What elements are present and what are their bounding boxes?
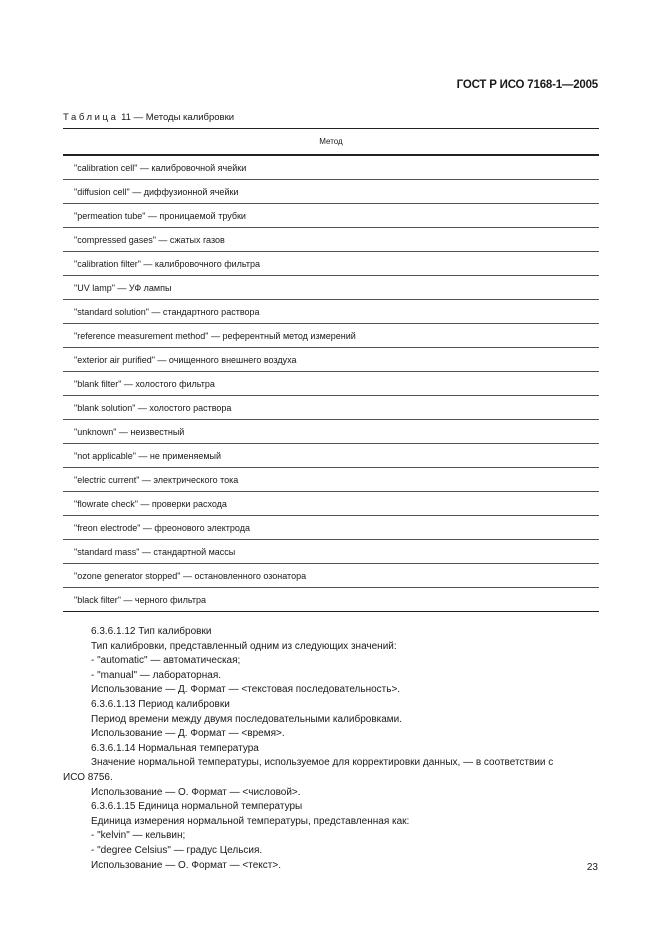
table-cell: "not applicable" — не применяемый [63, 444, 599, 468]
table-row [63, 228, 599, 252]
body-text [63, 625, 603, 873]
section-heading-6-3-6-1-12: 6.3.6.1.12 Тип калибровки [91, 626, 212, 637]
table-cell: "calibration filter" — калибровочного фильтра [63, 252, 599, 276]
table-row [63, 348, 599, 372]
table-row [63, 180, 599, 204]
table-row [63, 468, 599, 492]
table-row [63, 300, 599, 324]
table-row [63, 396, 599, 420]
table-header-row [63, 129, 599, 156]
table-caption-label: Таблица [63, 112, 119, 123]
table-cell: "UV lamp" — УФ лампы [63, 276, 599, 300]
paragraph-continuation: ИСО 8756. [63, 771, 113, 783]
table-cell: "exterior air purified" — очищенного внешнего воздуха [63, 348, 599, 372]
table-row [63, 492, 599, 516]
table-cell: "standard mass" — стандартной массы [63, 540, 599, 564]
section-heading-6-3-6-1-15: 6.3.6.1.15 Единица нормальной температуры [91, 801, 303, 813]
table-row [63, 516, 599, 540]
table-row [63, 540, 599, 564]
table-cell: "compressed gases" — сжатых газов [63, 228, 599, 252]
table-cell: "permeation tube" — проницаемой трубки [63, 204, 599, 228]
table-row [63, 564, 599, 588]
table-cell: "electric current" — электрического тока [63, 468, 599, 492]
table-caption-title: 11 — Методы калибровки [118, 112, 235, 123]
table-row [63, 420, 599, 444]
table-cell: "freon electrode" — фреонового электрода [63, 516, 599, 540]
usage-line: Использование — О. Формат — <текст>. [91, 859, 281, 871]
table-row [63, 324, 599, 348]
paragraph: Единица измерения нормальной температуры, представленная как: [91, 815, 410, 827]
table-caption [63, 112, 234, 123]
table-cell: "reference measurement method" — референтный метод измерений [63, 324, 599, 348]
page-number: 23 [586, 862, 598, 873]
list-item: - "automatic" — автоматическая; [91, 655, 241, 667]
list-item: - "manual" — лабораторная. [91, 669, 222, 681]
calibration-methods-table [63, 128, 599, 612]
table-cell: "blank filter" — холостого фильтра [63, 372, 599, 396]
table-row [63, 155, 599, 180]
list-item: - "kelvin" — кельвин; [91, 830, 186, 842]
column-header-method: Метод [63, 129, 599, 156]
table-cell: "standard solution" — стандартного раствора [63, 300, 599, 324]
table-row [63, 276, 599, 300]
table-row [63, 444, 599, 468]
section-heading-6-3-6-1-14: 6.3.6.1.14 Нормальная температура [91, 742, 259, 754]
usage-line: Использование — О. Формат — <числовой>. [91, 786, 301, 798]
list-item: - "degree Celsius" — градус Цельсия. [91, 844, 263, 856]
paragraph: Тип калибровки, представленный одним из следующих значений: [91, 640, 397, 652]
table-row [63, 588, 599, 612]
table-cell: "ozone generator stopped" — остановленного озонатора [63, 564, 599, 588]
table-cell: "calibration cell" — калибровочной ячейки [74, 162, 247, 173]
usage-line: Использование — Д. Формат — <время>. [91, 728, 285, 740]
paragraph: Период времени между двумя последовательными калибровками. [91, 713, 403, 725]
document-code: ГОСТ Р ИСО 7168-1—2005 [456, 79, 598, 91]
paragraph: Значение нормальной температуры, используемое для корректировки данных, — в соответствии с [91, 757, 554, 769]
table-cell: "black filter" — черного фильтра [63, 588, 599, 612]
usage-line: Использование — Д. Формат — <текстовая последовательность>. [91, 684, 401, 696]
table-cell: "diffusion cell" — диффузионной ячейки [63, 180, 599, 204]
table-cell: "blank solution" — холостого раствора [63, 396, 599, 420]
section-heading-6-3-6-1-13: 6.3.6.1.13 Период калибровки [91, 698, 230, 710]
table-row [63, 204, 599, 228]
table-row [63, 252, 599, 276]
table-cell: "unknown" — неизвестный [63, 420, 599, 444]
table-row [63, 372, 599, 396]
table-cell: "flowrate check" — проверки расхода [63, 492, 599, 516]
